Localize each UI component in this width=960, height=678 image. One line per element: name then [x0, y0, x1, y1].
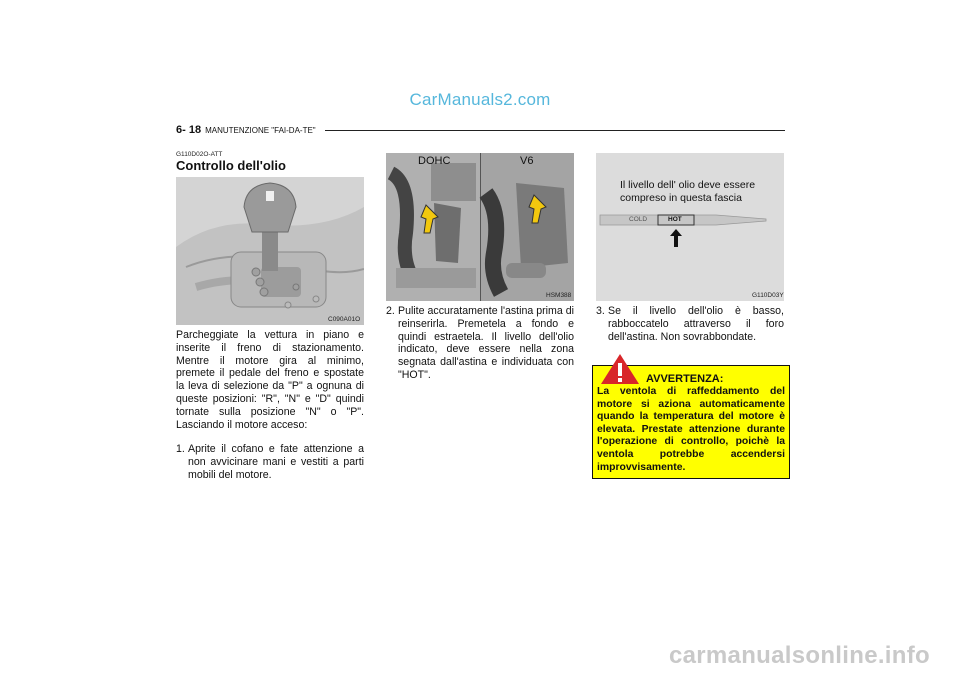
step-3-text: Se il livello dell'olio è basso, rabboccatelo attraverso il foro dell'astina. Non sovrabbondate.	[608, 305, 784, 343]
figure-code-right: G110D03Y	[752, 292, 784, 299]
engine-label-dohc: DOHC	[418, 155, 451, 167]
page-number: 6- 18	[176, 124, 202, 136]
warning-text: La ventola di raffeddamento del motore si aziona automaticamente quando la temperatura del motore è elevata. Prestate attenzione durante l'operazione di controllo, poichè la ventola potrebbe accendersi improvvisamente.	[597, 386, 785, 473]
figure-code-left: C090A01O	[328, 316, 361, 323]
engine-figure	[386, 153, 574, 301]
dipstick-figure	[596, 153, 784, 301]
section-title: MANUTENZIONE "FAI-DA-TE"	[205, 126, 316, 135]
dipstick-illustration	[596, 153, 784, 301]
warning-title: AVVERTENZA:	[646, 373, 724, 385]
warning-box	[592, 365, 790, 479]
step-2-text: Pulite accuratamente l'astina prima di reinserirla. Premetela a fondo e quindi estraetela. Il livello dell'olio indicato, deve essere nella zona segnata dall'astina e individuata con "HOT".	[398, 305, 574, 381]
header-rule	[325, 130, 785, 131]
step-1-text: Aprite il cofano e fate attenzione a non avvicinare mani e vestiti a parti mobili del motore.	[188, 443, 364, 481]
page-header	[176, 124, 316, 136]
gear-shift-illustration	[176, 177, 364, 325]
step-2	[386, 305, 574, 382]
figure-code-middle: HSM388	[546, 292, 572, 299]
instruction-paragraph: Parcheggiate la vettura in piano e inserite il freno di stazionamento. Mentre il motore gira al minimo, premete il pedale del freno e spostate la leva di selezione da "P" a ognuna di queste posizioni: "R", "N" e "D" quindi tornate sulla posizione "N" o "P". Lasciando il motore acceso:	[176, 329, 364, 431]
watermark-top: CarManuals2.com	[409, 90, 551, 109]
step-1	[176, 443, 364, 481]
watermark-bottom: carmanualsonline.info	[668, 642, 930, 669]
arrow-up-icon	[670, 229, 682, 247]
warning-triangle-icon	[600, 353, 640, 385]
step-2-number: 2.	[386, 305, 395, 317]
hot-mark: HOT	[668, 216, 682, 223]
step-3-number: 3.	[596, 305, 605, 317]
section-heading: Controllo dell'olio	[176, 158, 286, 173]
step-1-number: 1.	[176, 443, 185, 455]
section-code: G110D02O-ATT	[176, 151, 223, 158]
engine-label-v6: V6	[520, 155, 534, 167]
step-3	[596, 305, 784, 343]
dipstick-caption: Il livello dell' olio deve essere compreso in questa fascia	[620, 179, 756, 204]
engine-dipstick-illustration	[386, 153, 574, 301]
gear-shift-figure	[176, 177, 364, 325]
cold-mark: COLD	[629, 216, 648, 223]
